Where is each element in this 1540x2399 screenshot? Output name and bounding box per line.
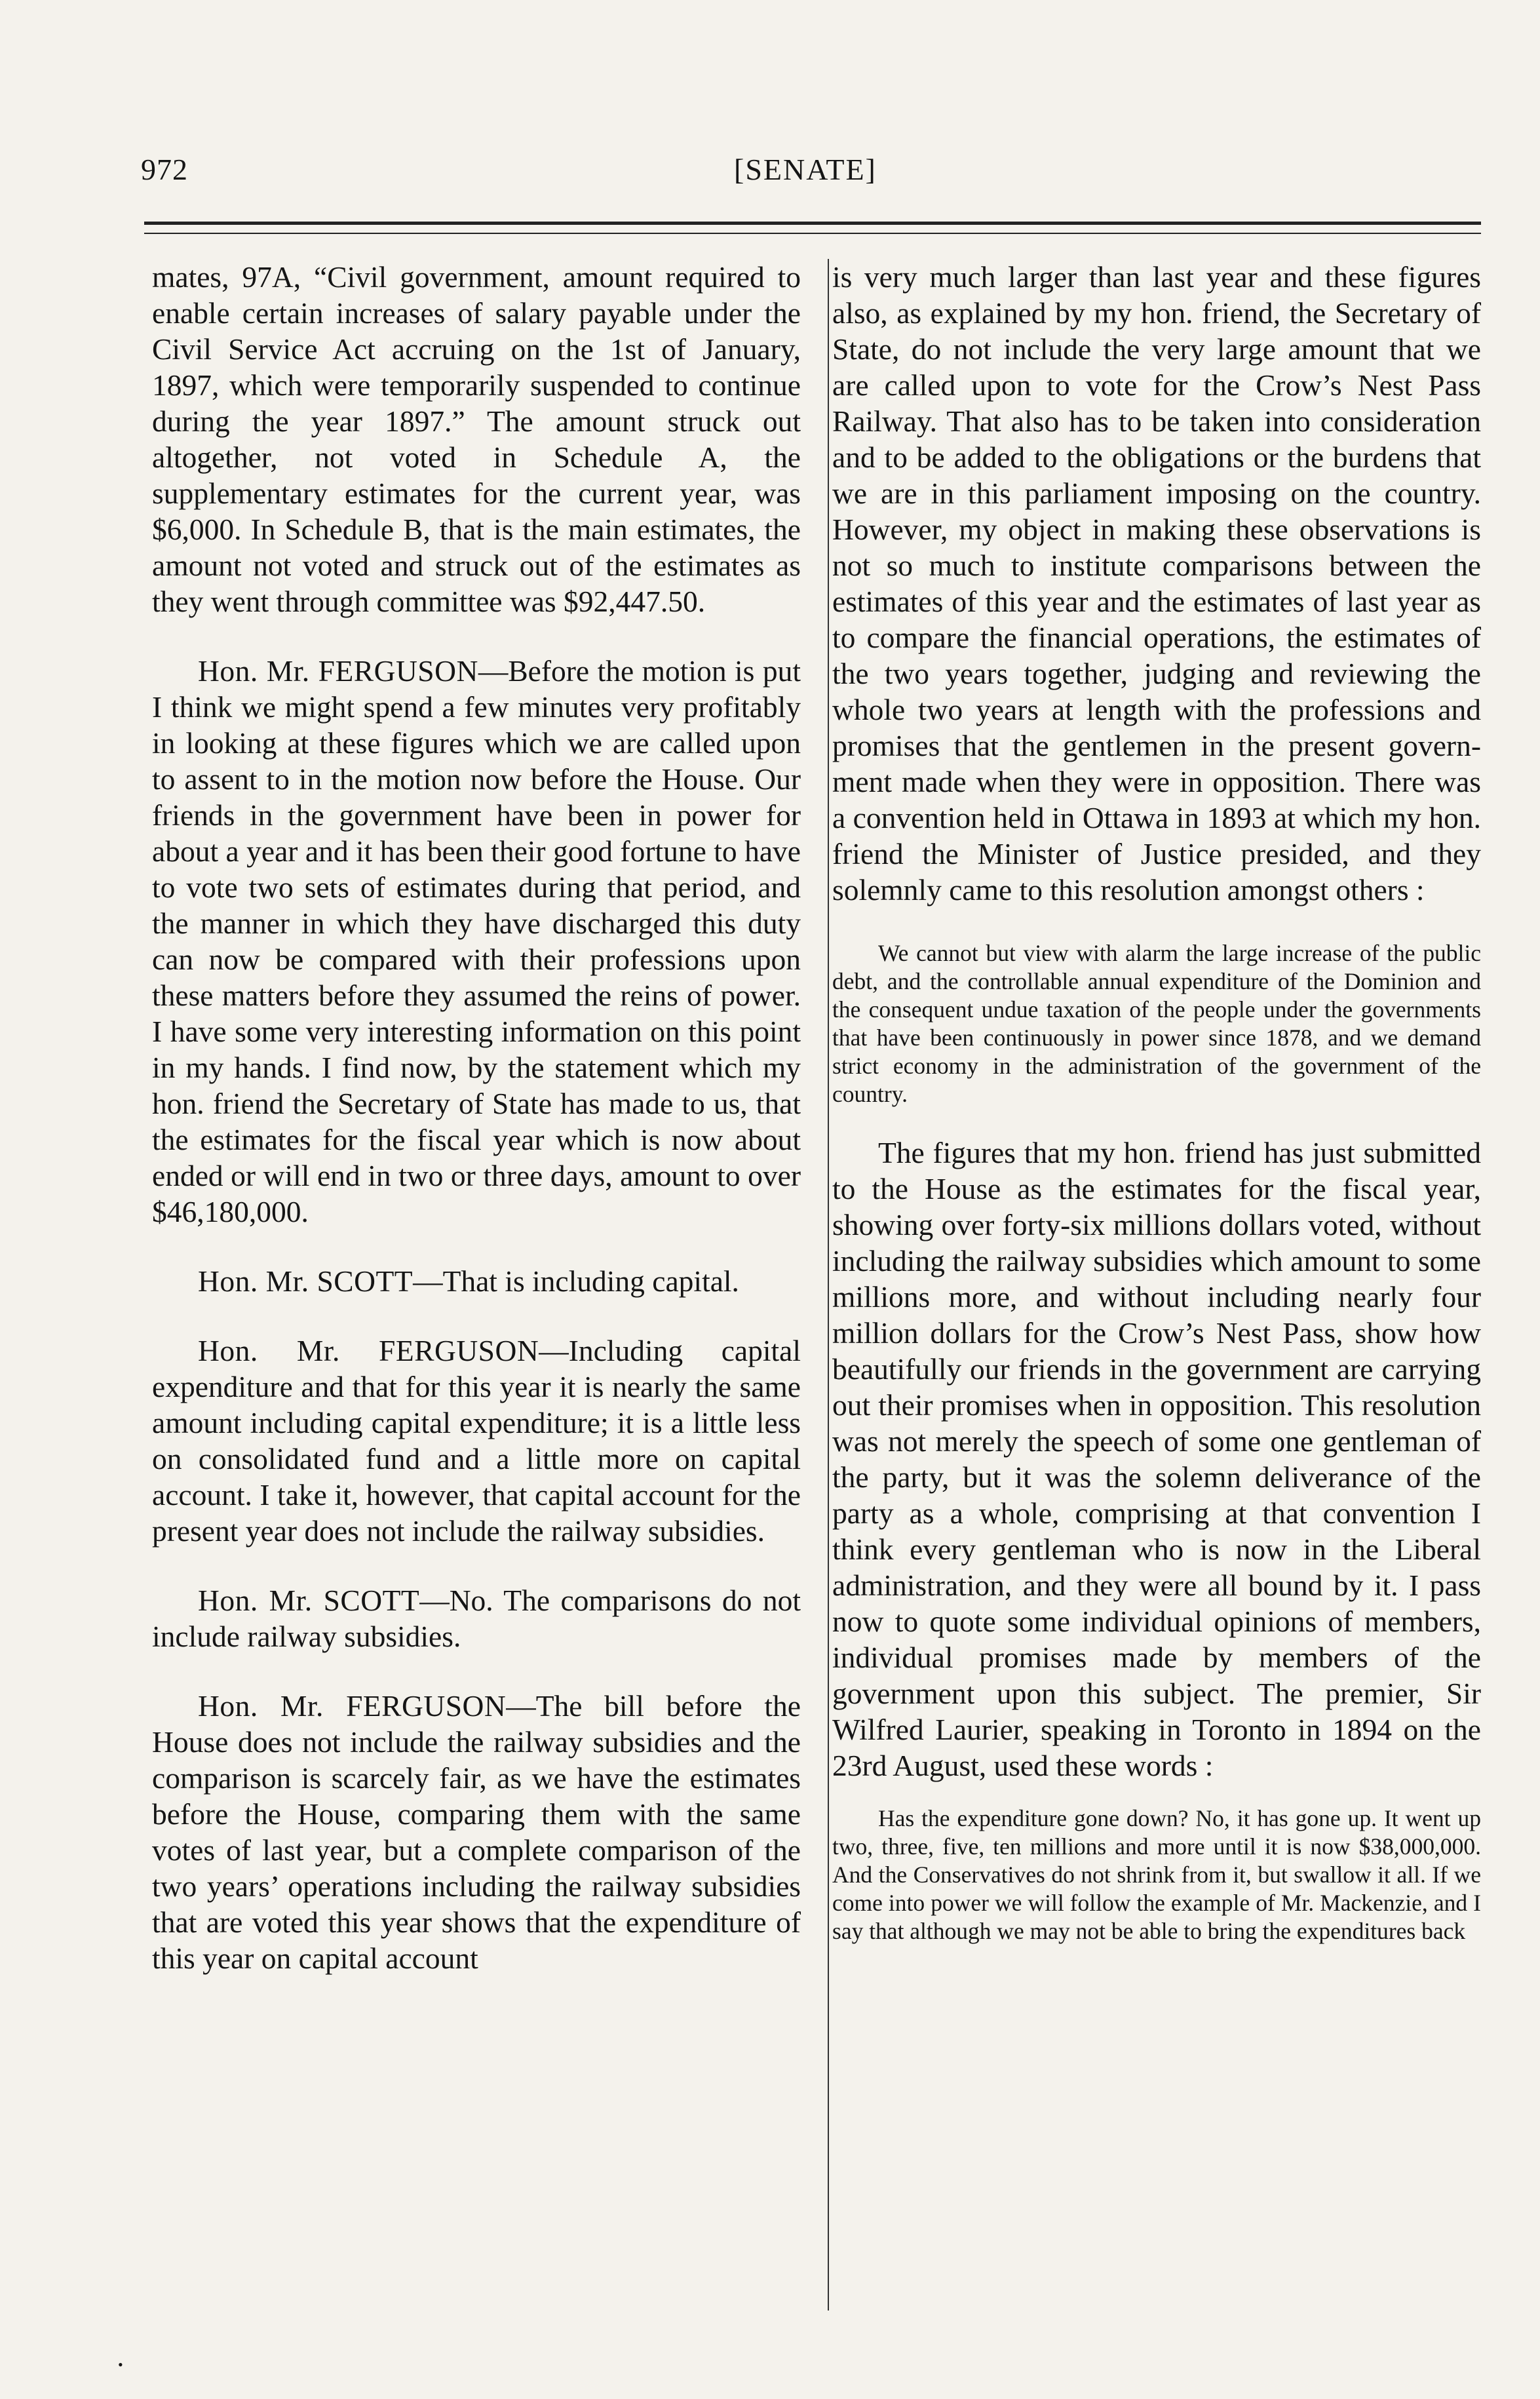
column-divider: [828, 259, 829, 2311]
paragraph-continued: mates, 97A, “Civil government, amount required to enable certain increases of salary payable under the Civil Service Act accruing on the 1st of January, 1897, which were temporarily suspended to continue during the year 1897.” The amount struck out altogether, not voted in Schedule A, the supplementary estimates for the current year, was $6,000. In Schedule B, that is the main estimates, the amount not voted and struck out of the estimates as they went through committee was $92,447.50.: [152, 260, 801, 618]
page-number: 972: [141, 153, 188, 186]
paragraph-continued-right: is very much larger than last year and these figures also, as explained by my hon. friend, the Secretary of State, do not include the very large amount that we are called upon to vote for the Crow’s Nest Pass Railway. That also has to be taken into consideration and to be added to the obligations or the burdens that we are in this parliament imposing on the country. However, my object in making these observations is not so much to institute comparisons between the estimates of this year and the estimates of last year as to compare the financial operations, the estimates of the two years together, judging and reviewing the whole two years at length with the professions and promises that the gentlemen in the present government made when they were in opposition. There was a convention held in Ottawa in 1893 at which my hon. friend the Minister of Justice presided, and they solemnly came to this resolution amongst others :: [832, 260, 1481, 907]
speech-text: —No. The comparisons do not include railway subsidies.: [152, 1584, 801, 1653]
stray-mark: •: [118, 2356, 123, 2373]
block-quote-laurier: Has the expenditure gone down? No, it has gone up. It went up two, three, five, ten millions and more until it is now $38,000,000. And the Conservatives do not shrink from it, but swallow it all. If we come into power we will follow the example of Mr. Mackenzie, and I say that although we may not be able to bring the expenditures back: [832, 1805, 1481, 1944]
speaker-name: Hon. Mr. SCOTT: [198, 1584, 420, 1617]
block-quote-resolution: We cannot but view with alarm the large increase of the public debt, and the controllable annual expenditure of the Dominion and the consequent undue taxation of the people under the governments that have been continuously in power since 1878, and we demand strict economy in the administration of the government of the country.: [832, 940, 1481, 1107]
right-column: [832, 259, 1481, 1945]
speech-text: —Before the motion is put I think we might spend a few minutes very profitably in looking at these figures which we are called upon to assent to in the motion now before the House. Our friends in the government have been in power for about a year and it has been their good fortune to have to vote two sets of estimates during that period, and the manner in which they have discharged this duty can now be compared with their professions upon these matters before they assumed the reins of power. I have some very interesting information on this point in my hands. I find now, by the statement which my hon. friend the Secretary of State has made to us, that the estimates for the fiscal year which is now about ended or will end in two or three days, amount to over $46,180,000.: [152, 654, 801, 1228]
running-head: [SENATE]: [734, 153, 877, 186]
speech-text: —Including capital expenditure and that for this year it is nearly the same amount including capital expenditure; it is a little less on consolidated fund and a little more on capital account. I take it, however, that capital account for the present year does not include the railway subsidies.: [152, 1334, 801, 1548]
paragraph-ferguson-1: [152, 653, 801, 1230]
paragraph-figures: The figures that my hon. friend has just submitted to the House as the estimates for the fiscal year, showing over forty-six millions dollars voted, without including the railway subsidies which amount to some millions more, and without including nearly four million dollars for the Crow’s Nest Pass, show how beautifully our friends in the government are carrying out their promises when in opposition. This resolution was not merely the speech of some one gentleman of the party, but it was the solemn deliverance of the party as a whole, comprising at that convention I think every gentleman who is now in the Liberal administration, and they were all bound by it. I pass now to quote some individual opinions of members, individual promises made by members of the government upon this subject. The premier, Sir Wilfred Laurier, speaking in Toronto in 1894 on the 23rd August, used these words :: [832, 1136, 1481, 1782]
paragraph-ferguson-2: [152, 1333, 801, 1549]
header-rule-thin: [144, 233, 1481, 234]
paragraph-scott-1: [152, 1263, 801, 1299]
left-column: [152, 259, 801, 1976]
speaker-name: Hon. Mr. FERGUSON: [198, 1334, 539, 1367]
speaker-name: Hon. Mr. FERGUSON: [198, 654, 478, 688]
speech-text: —The bill before the House does not include the railway subsidies and the comparison is scarcely fair, as we have the estimates before the House, comparing them with the same votes of last year, but a complete comparison of the two years’ operations including the railway subsidies that are voted this year shows that the expenditure of this year on capital account: [152, 1689, 801, 1975]
paragraph-ferguson-3: [152, 1688, 801, 1976]
speech-text: —That is including capital.: [413, 1264, 739, 1298]
speaker-name: Hon. Mr. FERGUSON: [198, 1689, 507, 1723]
header-rule-thick: [144, 222, 1481, 225]
speaker-name: Hon. Mr. SCOTT: [198, 1264, 414, 1298]
paragraph-scott-2: [152, 1582, 801, 1654]
